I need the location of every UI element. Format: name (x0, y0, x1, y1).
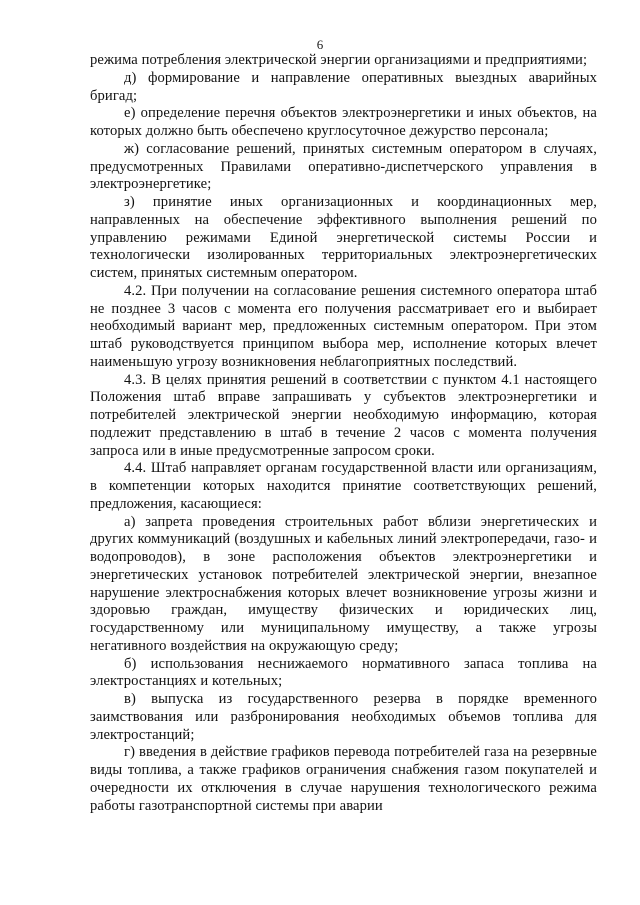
page-number: 6 (316, 37, 324, 52)
paragraph-item-z: з) принятие иных организационных и координационных мер, направленных на обеспечение эффективного выполнения решений по управлению режимами Единой энергетической системы России и технологически изолированных территориальных электроэнергетических систем, принятых системным оператором. (90, 194, 597, 281)
paragraph-section-4-2: 4.2. При получении на согласование решения системного оператора штаб не позднее 3 часов с момента его получения рассматривает его и выбирает необходимый вариант мер, предложенных системным оператором. При этом штаб руководствуется принципом выбора мер, исполнение которых влечет наименьшую угрозу возникновения неблагоприятных последствий. (90, 282, 597, 370)
paragraph-item-zh: ж) согласование решений, принятых системным оператором в случаях, предусмотренных Правилами оперативно-диспетчерского управления в электроэнергетике; (90, 140, 597, 193)
paragraph-section-4-4: 4.4. Штаб направляет органам государственной власти или организациям, в компетенции которых находится принятие соответствующих решений, предложения, касающиеся: (90, 460, 597, 512)
paragraph-continuation: режима потребления электрической энергии организациями и предприятиями; (90, 52, 588, 68)
paragraph-item-e: е) определение перечня объектов электроэнергетики и иных объектов, на которых должно быть обеспечено круглосуточное дежурство персонала; (90, 105, 597, 139)
paragraph-item-g: г) введения в действие графиков перевода потребителей газа на резервные виды топлива, а также графиков ограничения снабжения газом покупателей и очередности их отключения в случае нарушения технологического режима работы газотранспортной системы при аварии (90, 744, 597, 814)
paragraph-item-v: в) выпуска из государственного резерва в порядке временного заимствования или разбронирования необходимых объемов топлива для электростанций; (90, 691, 597, 743)
paragraph-item-b: б) использования неснижаемого нормативного запаса топлива на электростанциях и котельных; (90, 655, 597, 690)
paragraph-section-4-3: 4.3. В целях принятия решений в соответствии с пунктом 4.1 настоящего Положения штаб вправе запрашивать у субъектов электроэнергетики и потребителей электрической энергии необходимую информацию, которая подлежит представлению в штаб в течение 2 часов с момента получения запроса или в иные предусмотренные запросом сроки. (90, 371, 597, 459)
paragraph-item-d: д) формирование и направление оперативных выездных аварийных бригад; (90, 69, 597, 104)
paragraph-item-a: а) запрета проведения строительных работ вблизи энергетических и других коммуникаций (воздушных и кабельных линий электропередачи, газо- и водопроводов), в зоне расположения объектов электроэнергетики и энергетических установок потребителей электрической энергии, внезапное нарушение электроснабжения которых влечет возникновение угрозы жизни и здоровью граждан, имуществу физических и юридических лиц, государственному или муниципальному имуществу, а также угрозы негативного воздействия на окружающую среду; (90, 513, 597, 654)
document-body (90, 52, 597, 815)
